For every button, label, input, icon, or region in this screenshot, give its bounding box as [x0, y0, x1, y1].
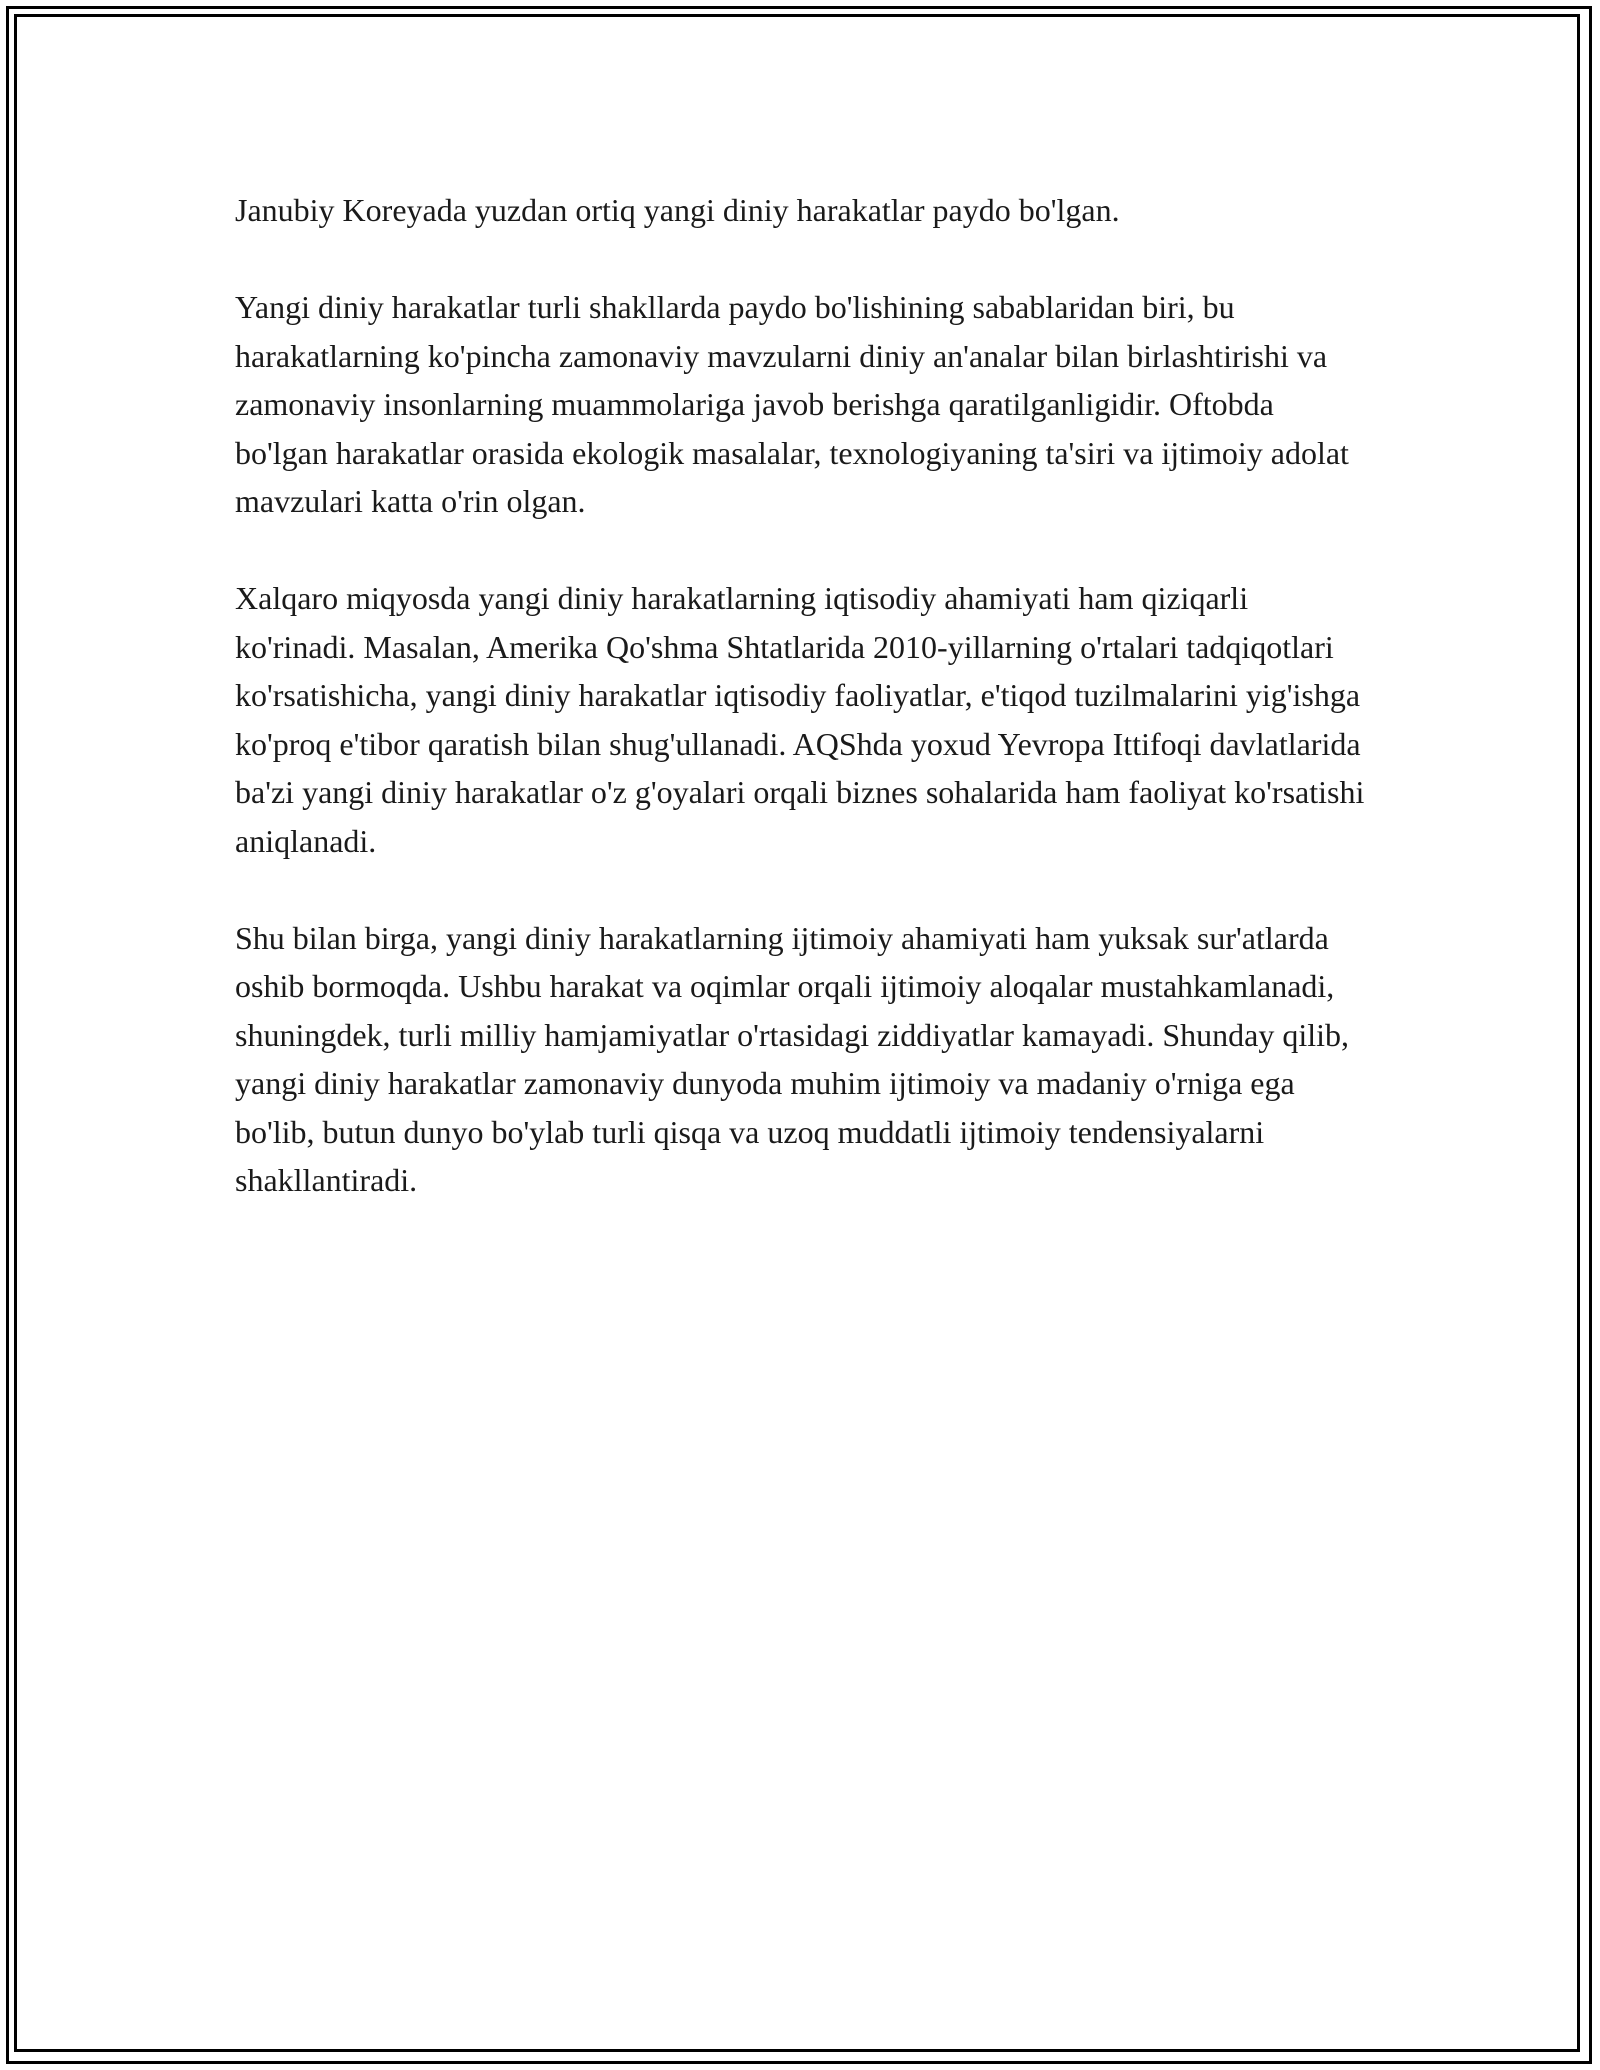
document-body [235, 186, 1365, 1253]
paragraph-1: Janubiy Koreyada yuzdan ortiq yangi diniy harakatlar paydo bo'lgan. [235, 192, 1120, 228]
paragraph-3: Xalqaro miqyosda yangi diniy harakatlarning iqtisodiy ahamiyati ham qiziqarli ko'rinadi. Masalan, Amerika Qo'shma Shtatlarida 2010-yillarning o'rtalari tadqiqotlari ko'rsatishicha, yangi diniy harakatlar iqtisodiy faoliyatlar, e'tiqod tuzilmalarini yig'ishga ko'proq e'tibor qaratish bilan shug'ullanadi. AQShda yoxud Yevropa Ittifoqi davlatlarida ba'zi yangi diniy harakatlar o'z g'oyalari orqali biznes sohalarida ham faoliyat ko'rsatishi aniqlanadi. [235, 580, 1365, 859]
paragraph-4: Shu bilan birga, yangi diniy harakatlarning ijtimoiy ahamiyati ham yuksak sur'atlarda oshib bormoqda. Ushbu harakat va oqimlar orqali ijtimoiy aloqalar mustahkamlanadi, shuningdek, turli milliy hamjamiyatlar o'rtasidagi ziddiyatlar kamayadi. Shunday qilib, yangi diniy harakatlar zamonaviy dunyoda muhim ijtimoiy va madaniy o'rniga ega bo'lib, butun dunyo bo'ylab turli qisqa va uzoq muddatli ijtimoiy tendensiyalarni shakllantiradi. [235, 919, 1349, 1198]
paragraph-2: Yangi diniy harakatlar turli shakllarda paydo bo'lishining sabablaridan biri, bu harakatlarning ko'pincha zamonaviy mavzularni diniy an'analar bilan birlashtirishi va zamonaviy insonlarning muammolariga javob berishga qaratilganligidir. Oftobda bo'lgan harakatlar orasida ekologik masalalar, texnologiyaning ta'siri va ijtimoiy adolat mavzulari katta o'rin olgan. [235, 289, 1349, 519]
